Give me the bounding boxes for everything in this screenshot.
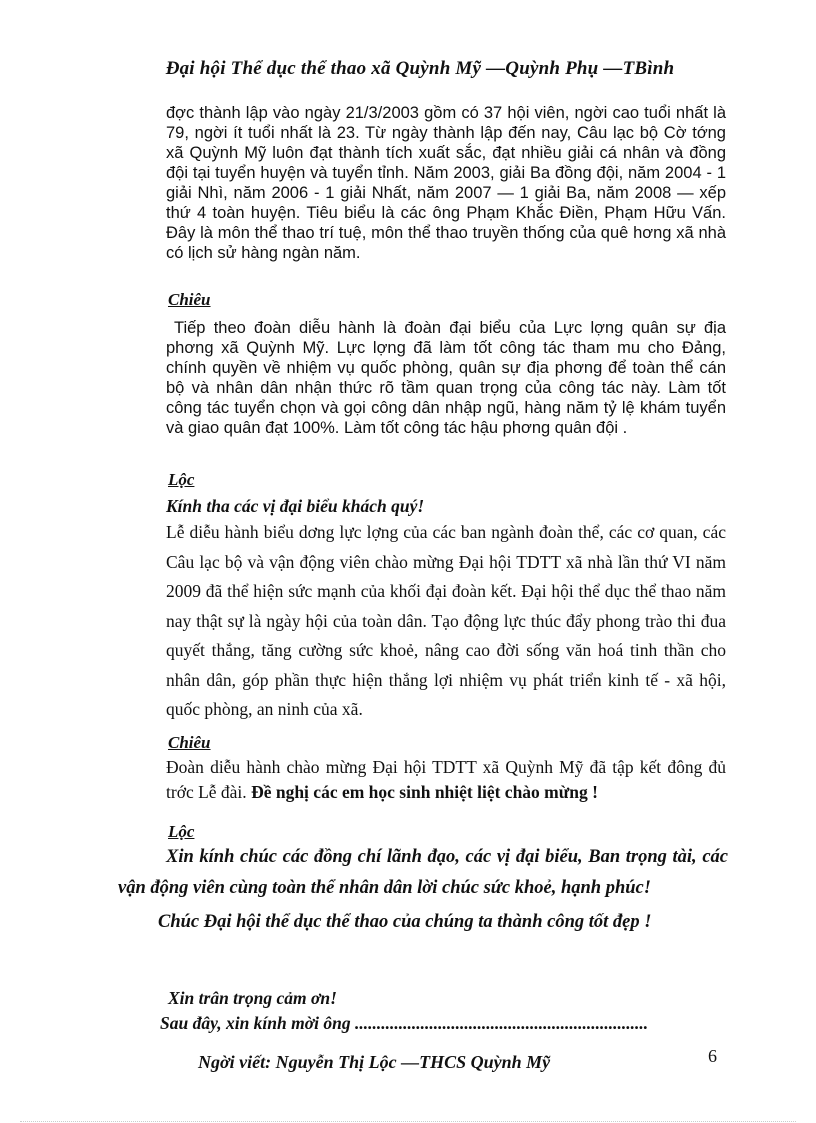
wish-paragraph: Xin kính chúc các đồng chí lãnh đạo, các vị đại biểu, Ban trọng tài, các vận động viên cùng toàn thể nhân dân lời chúc sức khoẻ, hạnh phúc! <box>118 847 728 898</box>
section-2 <box>166 318 726 438</box>
speaker-label-chieu-2: Chiêu <box>168 733 211 752</box>
page-footer-author: Ngời viết: Nguyễn Thị Lộc —THCS Quỳnh Mỹ <box>198 1052 551 1072</box>
paragraph-parade: Lễ diễu hành biểu dơng lực lợng của các ban ngành đoàn thể, các cơ quan, các Câu lạc bộ và vận động viên chào mừng Đại hội TDTT xã nhà lần thứ VI năm 2009 đã thể hiện sức mạnh của khối đại đoàn kết. Đại hội thể dục thể thao năm nay thật sự là ngày hội của toàn dân. Tạo động lực thúc đẩy phong trào thi đua quyết thắng, tăng cường sức khoẻ, nâng cao đời sống văn hoá tinh thần cho nhân dân, góp phần thực hiện thắng lợi nhiệm vụ phát triển kinh tế - xã hội, quốc phòng, an ninh của xã. <box>166 522 726 719</box>
section-1 <box>166 103 726 263</box>
page-header: Đại hội Thể dục thể thao xã Quỳnh Mỹ —Quỳnh Phụ —TBình <box>165 58 675 79</box>
assembly-text: Đoàn diễu hành chào mừng Đại hội TDTT xã Quỳnh Mỹ đã tập kết đông đủ trớc Lễ đài. <box>166 757 726 802</box>
wish-congress: Chúc Đại hội thể dục thể thao của chúng ta thành công tốt đẹp ! <box>158 912 652 932</box>
assembly-bold-text: Đề nghị các em học sinh nhiệt liệt chào mừng ! <box>251 782 598 802</box>
paragraph-assembly <box>166 755 726 805</box>
section-5 <box>118 842 728 936</box>
paragraph-chess-club: đợc thành lập vào ngày 21/3/2003 gồm có 37 hội viên, ngời cao tuổi nhất là 79, ngời ít tuổi nhất là 23. Từ ngày thành lập đến nay, Câu lạc bộ Cờ tớng xã Quỳnh Mỹ luôn đạt thành tích xuất sắc, đạt nhiều giải cá nhân và đồng đội tại tuyển huyện và tuyển tỉnh. Năm 2003, giải Ba đồng đội, năm 2004 - 1 giải Nhì, năm 2006 - 1 giải Nhất, năm 2007 — 1 giải Ba, năm 2008 — xếp thứ 4 toàn huyện. Tiêu biểu là các ông Phạm Khắc Điền, Phạm Hữu Vấn. Đây là môn thể thao trí tuệ, môn thể thao truyền thống của quê hơng xã nhà có lịch sử hàng ngàn năm. <box>166 104 726 262</box>
bottom-dotted-border <box>20 1121 796 1122</box>
speaker-label-loc-2: Lộc <box>168 822 195 841</box>
speaker-label-loc-1: Lộc <box>168 470 195 489</box>
speaker-label-chieu-1: Chiêu <box>168 290 211 309</box>
greeting-line: Kính tha các vị đại biểu khách quý! <box>166 496 425 516</box>
section-4 <box>166 755 726 805</box>
thanks-line: Xin trân trọng cảm ơn! <box>168 988 337 1008</box>
page-number: 6 <box>708 1046 717 1066</box>
invite-line: Sau đây, xin kính mời ông ................................................................... <box>160 1013 649 1033</box>
paragraph-militia: Tiếp theo đoàn diễu hành là đoàn đại biểu của Lực lợng quân sự địa phơng xã Quỳnh Mỹ. Lực lợng đã làm tốt công tác tham mu cho Đảng, chính quyền về nhiệm vụ quốc phòng, quân sự địa phơng để toàn thể cán bộ và nhân dân nhận thức rõ tầm quan trọng của công tác này. Làm tốt công tác tuyển chọn và gọi công dân nhập ngũ, hàng năm tỷ lệ khám tuyển và giao quân đạt 100%. Làm tốt công tác hậu phơng quân đội . <box>166 319 726 437</box>
section-closing <box>160 986 726 1036</box>
section-3 <box>166 494 726 725</box>
